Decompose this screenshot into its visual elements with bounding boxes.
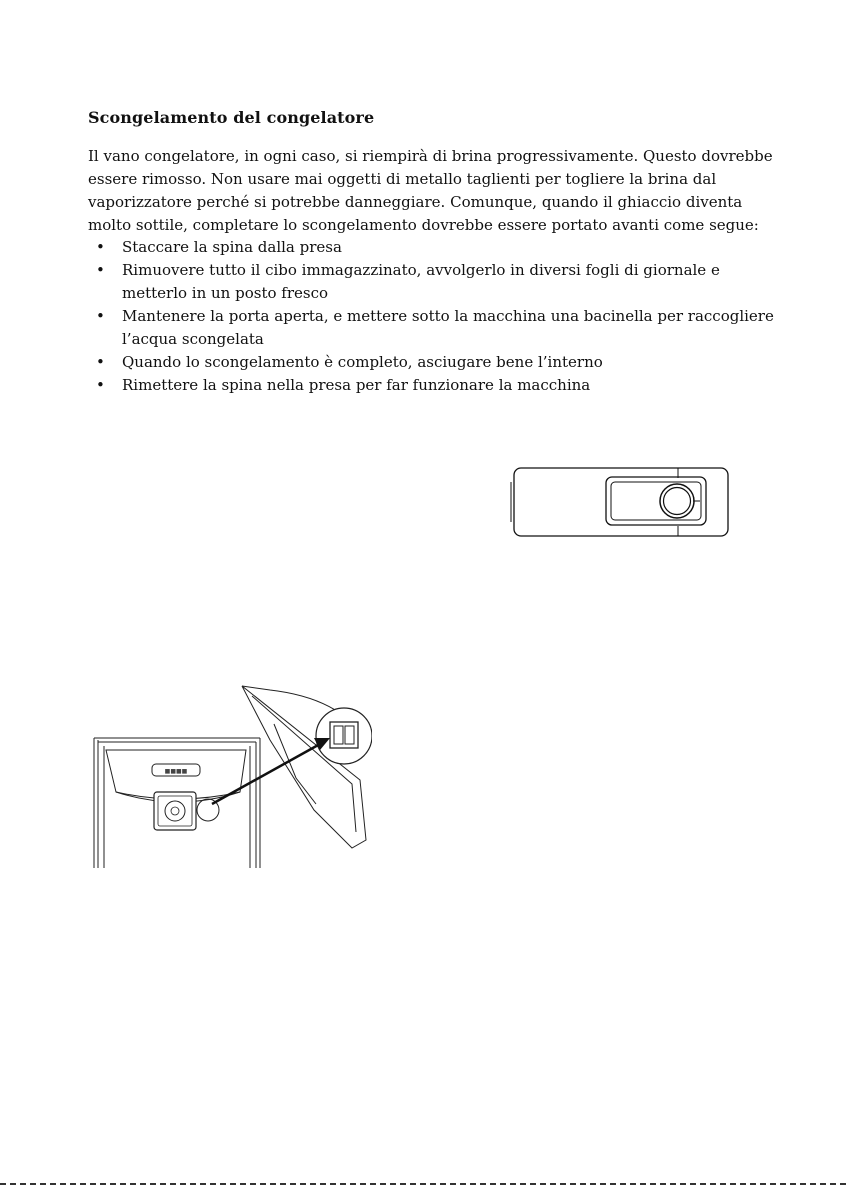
thermostat-control-illustration [510,464,730,540]
knob-inner [664,488,691,515]
list-item [88,236,788,259]
defrost-steps-list [88,236,788,397]
section-heading: Scongelamento del congelatore [88,108,375,127]
bullet-icon: • [96,353,105,371]
thermostat-knob [165,801,185,821]
intro-paragraph: Il vano congelatore, in ogni caso, si riempirà di brina progressivamente. Questo dovrebbe essere rimosso. Non usare mai oggetti di metallo taglienti per togliere la brina dal vaporizzatore perché si potrebbe danneggiare. Comunque, quando il ghiaccio diventa molto sottile, completare lo scongelamento dovrebbe essere portato avanti come segue: [88,147,773,234]
step-text: Staccare la spina dalla presa [122,238,342,256]
knob-outer [660,484,694,518]
page-bottom-rule [0,1183,846,1185]
bullet-icon: • [96,307,105,325]
list-item [88,374,788,397]
step-text: Quando lo scongelamento è completo, asciugare bene l’interno [122,353,603,371]
list-item [88,351,788,374]
step-text: Mantenere la porta aperta, e mettere sotto la macchina una bacinella per raccogliere l’acqua scongelata [122,307,774,348]
brand-mark-graphic: ■■■■ [164,768,188,775]
list-item [88,305,788,351]
step-text: Rimuovere tutto il cibo immagazzinato, avvolgerlo in diversi fogli di giornale e metterlo in un posto fresco [122,261,720,302]
pointer-arrow-line [212,744,320,804]
control-housing [514,468,728,536]
freezer-interior-illustration [90,680,372,870]
bullet-icon: • [96,261,105,279]
bullet-icon: • [96,376,105,394]
bullet-icon: • [96,238,105,256]
step-text: Rimettere la spina nella presa per far funzionare la macchina [122,376,591,394]
list-item [88,259,788,305]
